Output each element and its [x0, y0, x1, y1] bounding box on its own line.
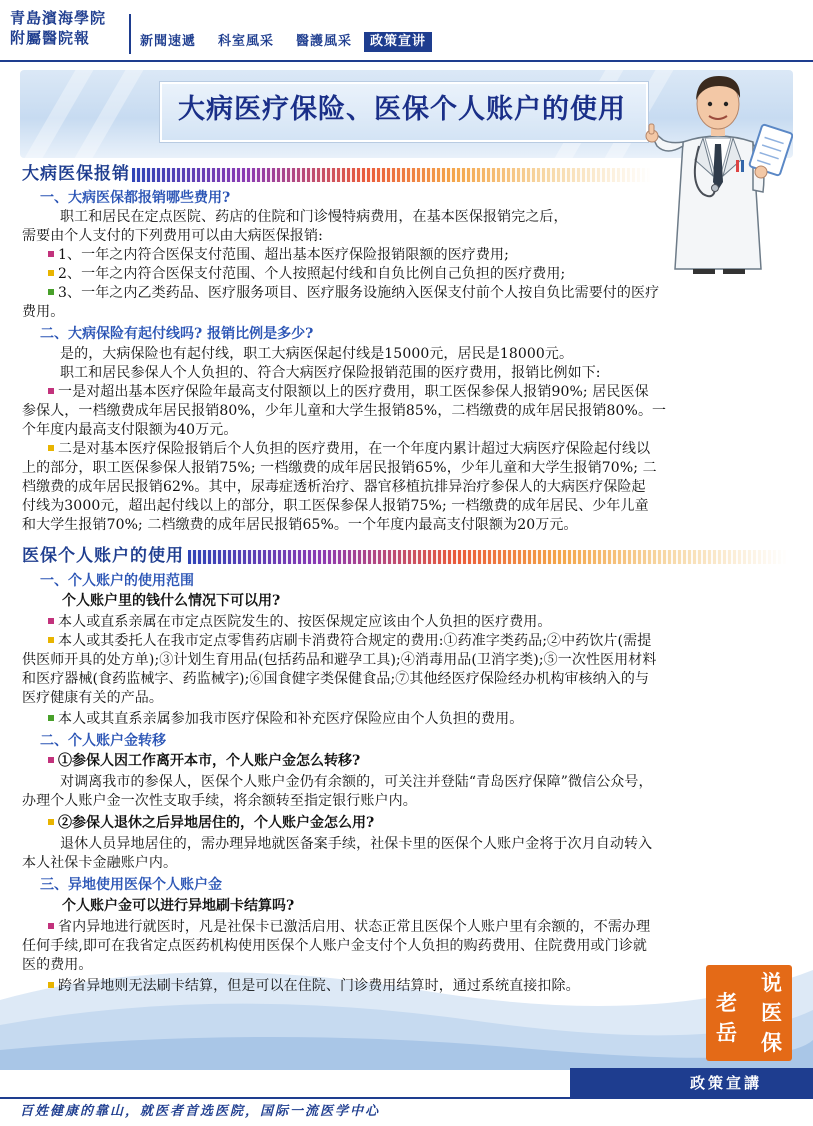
paragraph-line: 档缴费的成年居民报销62%。其中，尿毒症透析治疗、器官移植抗排异治疗参保人的大病医疗保险起 [22, 479, 646, 495]
paragraph-line: 对调离我市的参保人，医保个人账户金仍有余额的，可关注并登陆“青岛医疗保障”微信公众号， [60, 774, 653, 790]
paragraph-line: 退休人员异地居住的，需办理异地就医备案手续，社保卡里的医保个人账户金将于次月自动转入 [60, 836, 653, 852]
bullet-icon [48, 270, 54, 276]
section2-s3-heading: 三、异地使用医保个人账户金 [40, 877, 222, 893]
section2-s2-heading: 二、个人账户金转移 [40, 733, 166, 749]
bullet-icon [48, 251, 54, 257]
paragraph-line: 个年度内最高支付限额为40万元。 [22, 422, 238, 438]
bullet-icon [48, 637, 54, 643]
bullet-icon [48, 982, 54, 988]
paragraph-line: 和大学生报销70%; 二档缴费的成年居民报销65%。一个年度内最高支付限额为20万元。 [22, 517, 578, 533]
section1-q1-heading: 一、大病医保都报销哪些费用? [40, 190, 231, 206]
list-item: 一是对超出基本医疗保险年最高支付限额以上的医疗费用，职工医保参保人报销90%; 居民医保 [48, 383, 649, 402]
paragraph-line: 上的部分，职工医保参保人报销75%; 一档缴费的成年居民报销65%，少年儿童和大学生报销70%; 二 [22, 460, 657, 476]
bullet-icon [48, 715, 54, 721]
nav-item-news[interactable]: 新聞速遞 [140, 34, 197, 49]
paragraph-line: 和医疗器械(食药监械字、药监械字);⑥国食健字类保健食品;⑦其他经医疗保险经办机构审核纳入的与 [22, 671, 650, 687]
paragraph-line: 供医师开具的处方单);③计划生育用品(包括药品和避孕工具);④消毒用品(卫消字类);⑤一次性医用材料 [22, 652, 657, 668]
section2-decor-bar [188, 550, 788, 564]
section1-q2-p1: 是的，大病保险也有起付线，职工大病医保起付线是15000元，居民是18000元。 [60, 346, 574, 362]
paragraph-line: 医疗健康有关的产品。 [22, 690, 163, 706]
nav-item-policy[interactable]: 政策宣讲 [364, 32, 432, 52]
list-item: 本人或其委托人在我市定点零售药店刷卡消费符合规定的费用:①药准字类药品;②中药饮片(需提 [48, 632, 651, 651]
bullet-icon [48, 289, 54, 295]
masthead-divider [129, 14, 131, 54]
paragraph-line: 医的费用。 [22, 957, 93, 973]
list-item-cont: 费用。 [22, 304, 65, 320]
section1-decor-bar [132, 168, 652, 182]
section2-s2-q2: ②参保人退休之后异地居住的，个人账户金怎么用? [48, 814, 374, 833]
footer-rule [0, 1097, 813, 1099]
masthead-line2: 附屬醫院報 [10, 29, 91, 47]
list-item: 本人或其直系亲属参加我市医疗保险和补充医疗保险应由个人负担的费用。 [48, 710, 523, 729]
section2-s1-question: 个人账户里的钱什么情况下可以用? [62, 593, 281, 609]
header-rule [0, 60, 813, 62]
bullet-icon [48, 388, 54, 394]
section2-s2-q1: ①参保人因工作离开本市，个人账户金怎么转移? [48, 752, 360, 771]
list-item: 省内异地进行就医时，凡是社保卡已激活启用、状态正常且医保个人账户里有余额的，不需办理 [48, 918, 650, 937]
footer-column-name: 政策宣講 [690, 1074, 763, 1092]
section1-q2-p2: 职工和居民参保人个人负担的、符合大病医疗保险报销范围的医疗费用，报销比例如下: [60, 365, 601, 381]
list-item: 二是对基本医疗保险报销后个人负担的医疗费用，在一个年度内累计超过大病医疗保险起付线以 [48, 440, 650, 459]
masthead-line1: 青島濱海學院 [10, 9, 107, 27]
seal-stamp: 说 老 医 岳 保 [706, 965, 792, 1061]
paragraph-line: 办理个人账户金一次性支取手续，将余额转至指定银行账户内。 [22, 793, 417, 809]
nav-item-staff[interactable]: 醫護風采 [296, 34, 353, 49]
paragraph-line: 付线为3000元，超出起付线以上的部分，职工医保参保人报销75%; 一档缴费的成年居民、少年儿童 [22, 498, 649, 514]
footer-slogan: 百姓健康的靠山，就医者首选医院，国际一流医学中心 [20, 1104, 381, 1119]
bullet-icon [48, 618, 54, 624]
list-item: 跨省异地则无法刷卡结算，但是可以在住院、门诊费用结算时，通过系统直接扣除。 [48, 977, 580, 996]
nav-item-departments[interactable]: 科室風采 [218, 34, 275, 49]
masthead [10, 8, 130, 56]
section2-s3-question: 个人账户金可以进行异地刷卡结算吗? [62, 898, 295, 914]
list-item: 本人或直系亲属在市定点医院发生的、按医保规定应该由个人负担的医疗费用。 [48, 613, 552, 632]
section1-q1-intro1: 职工和居民在定点医院、药店的住院和门诊慢特病费用，在基本医保报销完之后， [60, 209, 568, 225]
bullet-icon [48, 819, 54, 825]
paragraph-line: 本人社保卡金融账户内。 [22, 855, 178, 871]
section2-title: 医保个人账户的使用 [22, 546, 184, 566]
section1-title: 大病医保报销 [22, 164, 130, 184]
bullet-icon [48, 923, 54, 929]
section2-s1-heading: 一、个人账户的使用范围 [40, 573, 194, 589]
section1-q1-intro2: 需要由个人支付的下列费用可以由大病医保报销: [22, 228, 323, 244]
list-item: 1、一年之内符合医保支付范围、超出基本医疗保险报销限额的医疗费用; [48, 246, 509, 265]
paragraph-line: 参保人，一档缴费成年居民报销80%，少年儿童和大学生报销85%，二档缴费的成年居民报销80%。一 [22, 403, 667, 419]
bullet-icon [48, 445, 54, 451]
bullet-icon [48, 757, 54, 763]
list-item: 3、一年之内乙类药品、医疗服务项目、医疗服务设施纳入医保支付前个人按自负比需要付的医疗 [48, 284, 659, 303]
doctor-illustration-icon [643, 64, 793, 274]
page-title: 大病医疗保险、医保个人账户的使用 [178, 94, 626, 125]
list-item: 2、一年之内符合医保支付范围、个人按照起付线和自负比例自己负担的医疗费用; [48, 265, 565, 284]
section1-q2-heading: 二、大病保险有起付线吗? 报销比例是多少? [40, 326, 314, 342]
paragraph-line: 任何手续,即可在我省定点医药机构使用医保个人账户金支付个人负担的购药费用、住院费用或门诊就 [22, 938, 647, 954]
